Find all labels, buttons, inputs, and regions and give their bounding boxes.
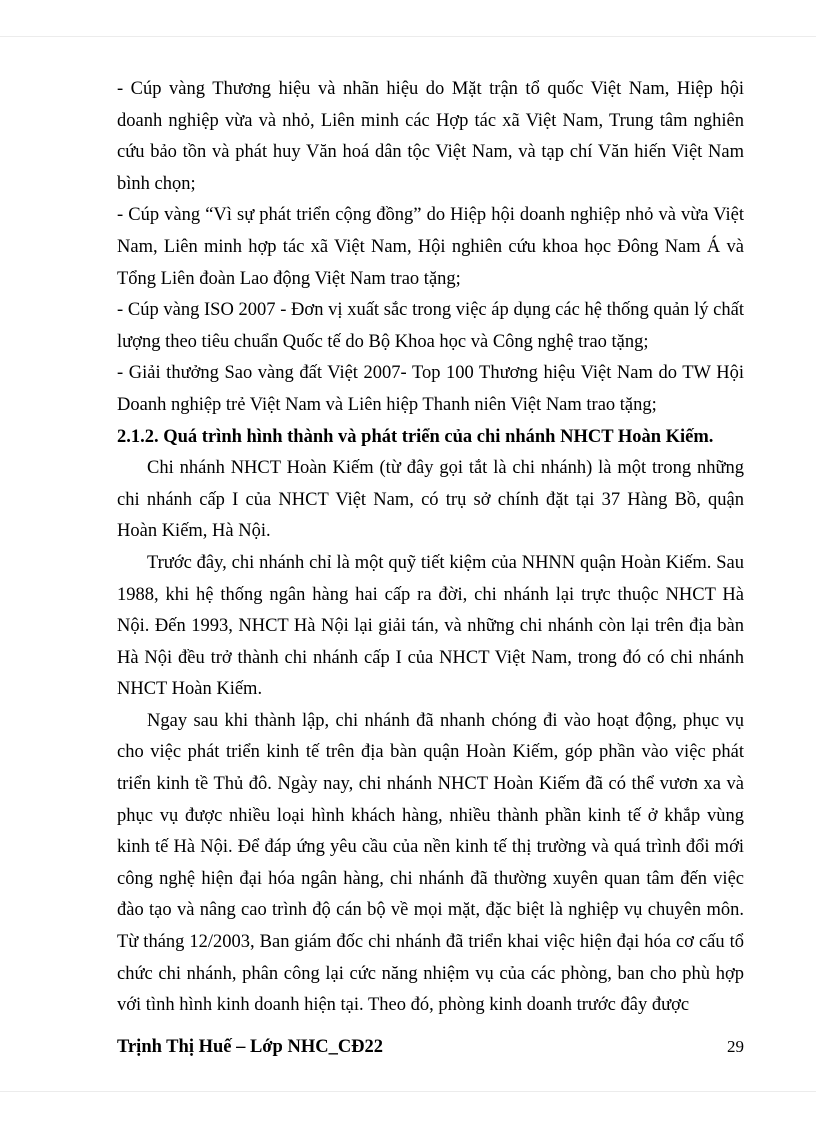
page-bottom-border [0, 1091, 816, 1092]
section-heading: 2.1.2. Quá trình hình thành và phát triển của chi nhánh NHCT Hoàn Kiếm. [117, 426, 714, 447]
body-paragraph: Ngay sau khi thành lập, chi nhánh đã nhanh chóng đi vào hoạt động, phục vụ cho việc phát triển kinh tế trên địa bàn quận Hoàn Kiếm, góp phần vào việc phát triển kinh tề Thủ đô. Ngày nay, chi nhánh NHCT Hoàn Kiếm đã có thể vươn xa và phục vụ được nhiều loại hình khách hàng, nhiều thành phần kinh tế ở khắp vùng kinh tế Hà Nội. Để đáp ứng yêu cầu của nền kinh tế thị trường và quá trình đổi mới công nghệ hiện đại hóa ngân hàng, chi nhánh đã thường xuyên quan tâm đến việc đào tạo và nâng cao trình độ cán bộ về mọi mặt, đặc biệt là nghiệp vụ chuyên môn. Từ tháng 12/2003, Ban giám đốc chi nhánh đã triển khai việc hiện đại hóa cơ cấu tổ chức chi nhánh, phân công lại cức năng nhiệm vụ của các phòng, ban cho phù hợp với tình hình kinh doanh hiện tại. Theo đó, phòng kinh doanh trước đây được [117, 710, 744, 1016]
award-bullet: - Cúp vàng ISO 2007 - Đơn vị xuất sắc trong việc áp dụng các hệ thống quản lý chất lượng theo tiêu chuẩn Quốc tế do Bộ Khoa học và Công nghệ trao tặng; [117, 300, 744, 352]
page-content [117, 74, 744, 1022]
award-bullet: - Giải thưởng Sao vàng đất Việt 2007- Top 100 Thương hiệu Việt Nam do TW Hội Doanh nghiệp trẻ Việt Nam và Liên hiệp Thanh niên Việt Nam trao tặng; [117, 363, 744, 415]
page-footer [117, 1033, 744, 1061]
award-bullet: - Cúp vàng Thương hiệu và nhãn hiệu do Mặt trận tổ quốc Việt Nam, Hiệp hội doanh nghiệp vừa và nhỏ, Liên minh các Hợp tác xã Việt Nam, Trung tâm nghiên cứu bảo tồn và phát huy Văn hoá dân tộc Việt Nam, và tạp chí Văn hiến Việt Nam bình chọn; [117, 79, 744, 194]
body-paragraph: Chi nhánh NHCT Hoàn Kiếm (từ đây gọi tắt là chi nhánh) là một trong những chi nhánh cấp I của NHCT Việt Nam, có trụ sở chính đặt tại 37 Hàng Bồ, quận Hoàn Kiếm, Hà Nội. [117, 458, 744, 542]
award-bullet: - Cúp vàng “Vì sự phát triển cộng đồng” do Hiệp hội doanh nghiệp nhỏ và vừa Việt Nam, Liên minh hợp tác xã Việt Nam, Hội nghiên cứu khoa học Đông Nam Á và Tổng Liên đoàn Lao động Việt Nam trao tặng; [117, 205, 744, 289]
body-paragraph: Trước đây, chi nhánh chỉ là một quỹ tiết kiệm của NHNN quận Hoàn Kiếm. Sau 1988, khi hệ thống ngân hàng hai cấp ra đời, chi nhánh lại trực thuộc NHCT Hà Nội. Đến 1993, NHCT Hà Nội lại giải tán, và những chi nhánh còn lại trên địa bàn Hà Nội đều trở thành chi nhánh cấp I của NHCT Việt Nam, trong đó có chi nhánh NHCT Hoàn Kiếm. [117, 552, 744, 700]
page-top-border [0, 36, 816, 37]
footer-author: Trịnh Thị Huế – Lớp NHC_CĐ22 [117, 1037, 384, 1057]
page-number: 29 [727, 1037, 744, 1056]
